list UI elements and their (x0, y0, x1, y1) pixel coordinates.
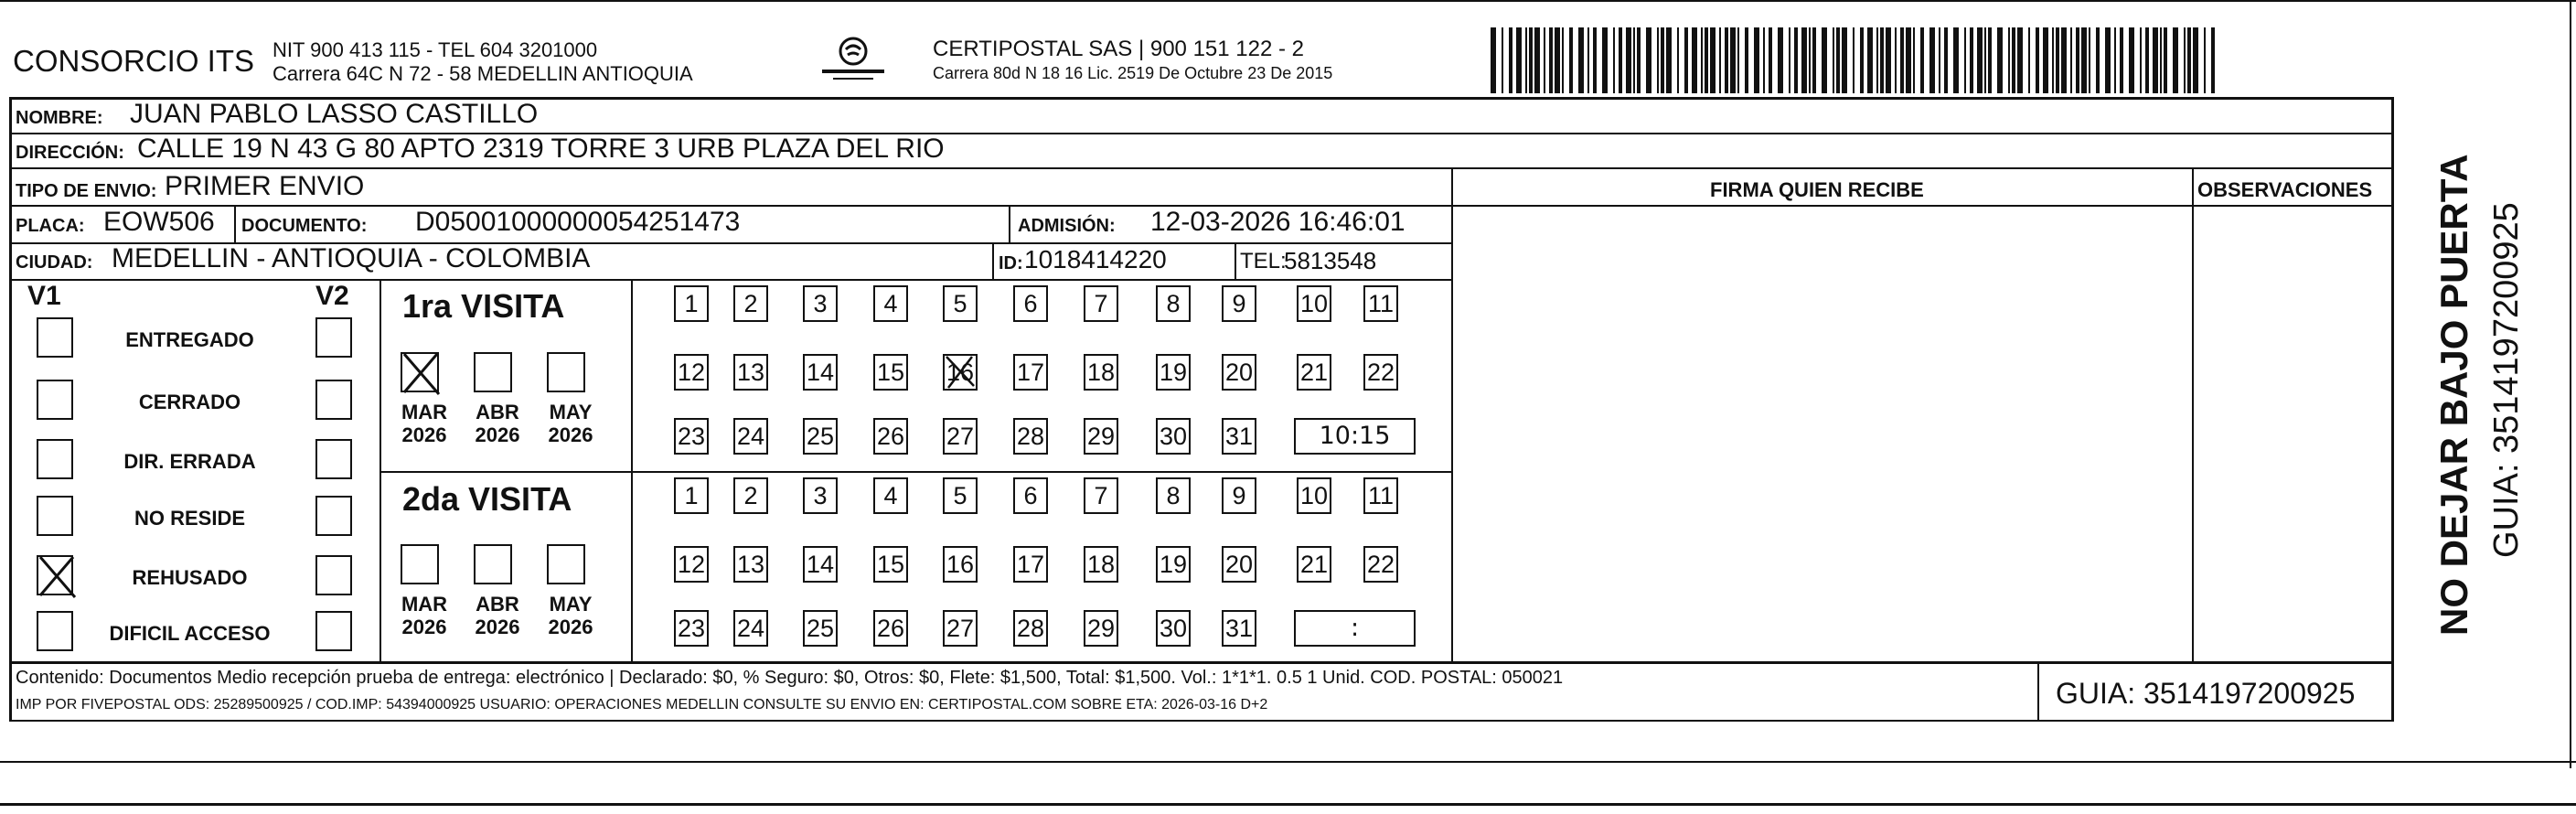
cell-divider (234, 205, 236, 242)
signature-header-rule (1451, 205, 2394, 207)
day-box[interactable]: 11 (1363, 477, 1398, 514)
document-value: D05001000000054251473 (415, 207, 741, 237)
year-label: 2026 (548, 616, 593, 638)
day-box[interactable]: 4 (873, 285, 908, 322)
day-box[interactable]: 19 (1156, 354, 1191, 391)
day-box[interactable]: 25 (803, 418, 838, 455)
day-box[interactable]: 28 (1013, 418, 1048, 455)
month-label: MAY (549, 593, 593, 616)
day-box[interactable]: 29 (1084, 610, 1118, 647)
day-box[interactable]: 2 (733, 477, 768, 514)
id-label: ID: (999, 253, 1023, 273)
right-rule (2570, 0, 2571, 768)
day-box[interactable]: 13 (733, 546, 768, 583)
day-box[interactable]: 7 (1084, 477, 1118, 514)
certipostal-logo (817, 33, 890, 88)
carrier-address: Carrera 80d N 18 16 Lic. 2519 De Octubre 23 De 2015 (933, 64, 1333, 82)
bottom-rule (0, 803, 2576, 806)
day-box[interactable]: 2 (733, 285, 768, 322)
form-right-ext (2391, 662, 2394, 721)
day-box[interactable]: 14 (803, 546, 838, 583)
observations-label: OBSERVACIONES (2197, 178, 2373, 201)
shipment-type: PRIMER ENVIO (165, 171, 365, 201)
month-checkbox[interactable] (474, 544, 512, 584)
day-box[interactable]: 4 (873, 477, 908, 514)
company-nit: NIT 900 413 115 - TEL 604 3201000 (273, 38, 598, 61)
v1-label: V1 (27, 281, 61, 311)
day-box[interactable]: 30 (1156, 610, 1191, 647)
side-guide: GUIA: 3514197200925 (2487, 202, 2526, 558)
admission-value: 12-03-2026 16:46:01 (1150, 207, 1406, 237)
time-box[interactable]: : (1294, 610, 1416, 647)
day-box[interactable]: 23 (674, 418, 709, 455)
signature-column-divider (1451, 167, 1453, 664)
day-box[interactable]: 8 (1156, 285, 1191, 322)
observations-area[interactable] (2195, 208, 2392, 662)
day-box[interactable]: 31 (1222, 418, 1256, 455)
day-box[interactable]: 28 (1013, 610, 1048, 647)
month-label: MAY (549, 401, 593, 423)
month-label: ABR (476, 593, 519, 616)
day-box[interactable]: 25 (803, 610, 838, 647)
tel-label: TEL: (1240, 249, 1287, 273)
day-box[interactable]: 27 (943, 418, 978, 455)
footer-rule (9, 662, 2394, 664)
day-box[interactable]: 26 (873, 418, 908, 455)
cell-divider (1009, 205, 1010, 242)
day-box[interactable]: 1 (674, 477, 709, 514)
day-box[interactable]: 14 (803, 354, 838, 391)
month-checkbox[interactable] (474, 352, 512, 392)
company-address: Carrera 64C N 72 - 58 MEDELLIN ANTIOQUIA (273, 62, 693, 85)
footer-guide: GUIA: 3514197200925 (2056, 677, 2356, 710)
day-box[interactable]: 12 (674, 546, 709, 583)
signature-label: FIRMA QUIEN RECIBE (1710, 178, 1924, 201)
top-rule (0, 0, 2576, 2)
day-box[interactable]: 30 (1156, 418, 1191, 455)
plate-value: EOW506 (103, 207, 215, 237)
city-value: MEDELLIN - ANTIOQUIA - COLOMBIA (112, 243, 591, 273)
plate-label: PLACA: (16, 216, 85, 236)
day-box[interactable]: 6 (1013, 477, 1048, 514)
company-name: CONSORCIO ITS (13, 44, 255, 78)
status-option-label: NO RESIDE (134, 507, 246, 530)
status-option-label: DIR. ERRADA (123, 450, 256, 473)
row-divider (9, 279, 1451, 281)
status-option-label: ENTREGADO (125, 328, 254, 351)
recipient-address: CALLE 19 N 43 G 80 APTO 2319 TORRE 3 URB PLAZA DEL RIO (137, 134, 945, 164)
admission-label: ADMISIÓN: (1018, 216, 1116, 236)
day-box[interactable]: 11 (1363, 285, 1398, 322)
status-option-label: REHUSADO (132, 566, 248, 589)
carrier-name: CERTIPOSTAL SAS | 900 151 122 - 2 (933, 37, 1304, 61)
visit1-title: 1ra VISITA (402, 287, 565, 325)
day-box[interactable]: 5 (943, 285, 978, 322)
month-checkbox[interactable] (401, 352, 439, 392)
tel-value: 5813548 (1284, 247, 1377, 274)
city-label: CIUDAD: (16, 252, 93, 273)
name-label: NOMBRE: (16, 108, 103, 128)
day-box[interactable]: 6 (1013, 285, 1048, 322)
day-box[interactable]: 19 (1156, 546, 1191, 583)
day-box[interactable]: 9 (1222, 285, 1256, 322)
day-box[interactable]: 29 (1084, 418, 1118, 455)
shipment-label: TIPO DE ENVIO: (16, 181, 157, 201)
id-value: 1018414220 (1024, 245, 1167, 273)
month-label: ABR (476, 401, 519, 423)
day-box[interactable]: 16 (943, 354, 978, 391)
day-box[interactable]: 23 (674, 610, 709, 647)
year-label: 2026 (401, 423, 447, 446)
year-label: 2026 (475, 423, 520, 446)
observations-column-divider (2192, 167, 2194, 664)
day-box[interactable]: 5 (943, 477, 978, 514)
form-left-ext (9, 662, 12, 721)
printed-by-line: IMP POR FIVEPOSTAL ODS: 25289500925 / COD.IMP: 54394000925 USUARIO: OPERACIONES MEDELLIN CONSULTE SU ENVIO EN: CERTIPOSTAL.COM SOBRE ETA: 2026-03-16 D+2 (16, 697, 1268, 712)
month-label: MAR (401, 593, 448, 616)
day-box[interactable]: 8 (1156, 477, 1191, 514)
mid-rule (0, 761, 2576, 763)
day-box[interactable]: 9 (1222, 477, 1256, 514)
day-box[interactable]: 16 (943, 546, 978, 583)
month-checkbox[interactable] (401, 544, 439, 584)
day-box[interactable]: 21 (1297, 354, 1331, 391)
day-box[interactable]: 17 (1013, 354, 1048, 391)
visit2-title: 2da VISITA (402, 480, 572, 518)
day-box[interactable]: 12 (674, 354, 709, 391)
signature-area[interactable] (1454, 208, 2190, 662)
day-box[interactable]: 27 (943, 610, 978, 647)
day-box[interactable]: 1 (674, 285, 709, 322)
status-option-label: CERRADO (138, 391, 241, 413)
day-box[interactable]: 15 (873, 354, 908, 391)
year-label: 2026 (401, 616, 447, 638)
address-label: DIRECCIÓN: (16, 143, 124, 163)
day-box[interactable]: 31 (1222, 610, 1256, 647)
day-box[interactable]: 20 (1222, 354, 1256, 391)
visit-divider (379, 471, 1451, 473)
day-box[interactable]: 21 (1297, 546, 1331, 583)
side-warning: NO DEJAR BAJO PUERTA (2432, 154, 2475, 636)
day-box[interactable]: 24 (733, 610, 768, 647)
day-box[interactable]: 15 (873, 546, 908, 583)
row-divider (9, 167, 2394, 169)
recipient-name: JUAN PABLO LASSO CASTILLO (130, 99, 539, 129)
cell-divider (992, 242, 994, 279)
day-box[interactable]: 20 (1222, 546, 1256, 583)
day-box[interactable]: 24 (733, 418, 768, 455)
day-box[interactable]: 10 (1297, 477, 1331, 514)
barcode (1491, 27, 2218, 93)
status-option-label: DIFICIL ACCESO (109, 622, 271, 645)
day-box[interactable]: 22 (1363, 546, 1398, 583)
month-checkbox[interactable] (547, 352, 585, 392)
year-label: 2026 (475, 616, 520, 638)
month-label: MAR (401, 401, 448, 423)
guide-cell-divider (2037, 662, 2039, 721)
day-box[interactable]: 18 (1084, 354, 1118, 391)
day-box[interactable]: 13 (733, 354, 768, 391)
cell-divider (1235, 242, 1236, 279)
day-box[interactable]: 17 (1013, 546, 1048, 583)
month-checkbox[interactable] (547, 544, 585, 584)
day-box[interactable]: 3 (803, 477, 838, 514)
day-box[interactable]: 22 (1363, 354, 1398, 391)
day-box[interactable]: 7 (1084, 285, 1118, 322)
contents-line: Contenido: Documentos Medio recepción prueba de entrega: electrónico | Declarado: $0, % Seguro: $0, Otros: $0, Flete: $1,500, Total: $1,500. Vol.: 1*1*1. 0.5 1 Unid. COD. POSTAL: 050021 (16, 668, 1564, 688)
time-box[interactable]: 10:15 (1294, 418, 1416, 455)
day-box[interactable]: 26 (873, 610, 908, 647)
day-box[interactable]: 3 (803, 285, 838, 322)
day-box[interactable]: 10 (1297, 285, 1331, 322)
year-label: 2026 (548, 423, 593, 446)
form-bottom-rule (9, 720, 2394, 722)
day-box[interactable]: 18 (1084, 546, 1118, 583)
document-label: DOCUMENTO: (241, 216, 368, 236)
v2-label: V2 (315, 281, 349, 311)
